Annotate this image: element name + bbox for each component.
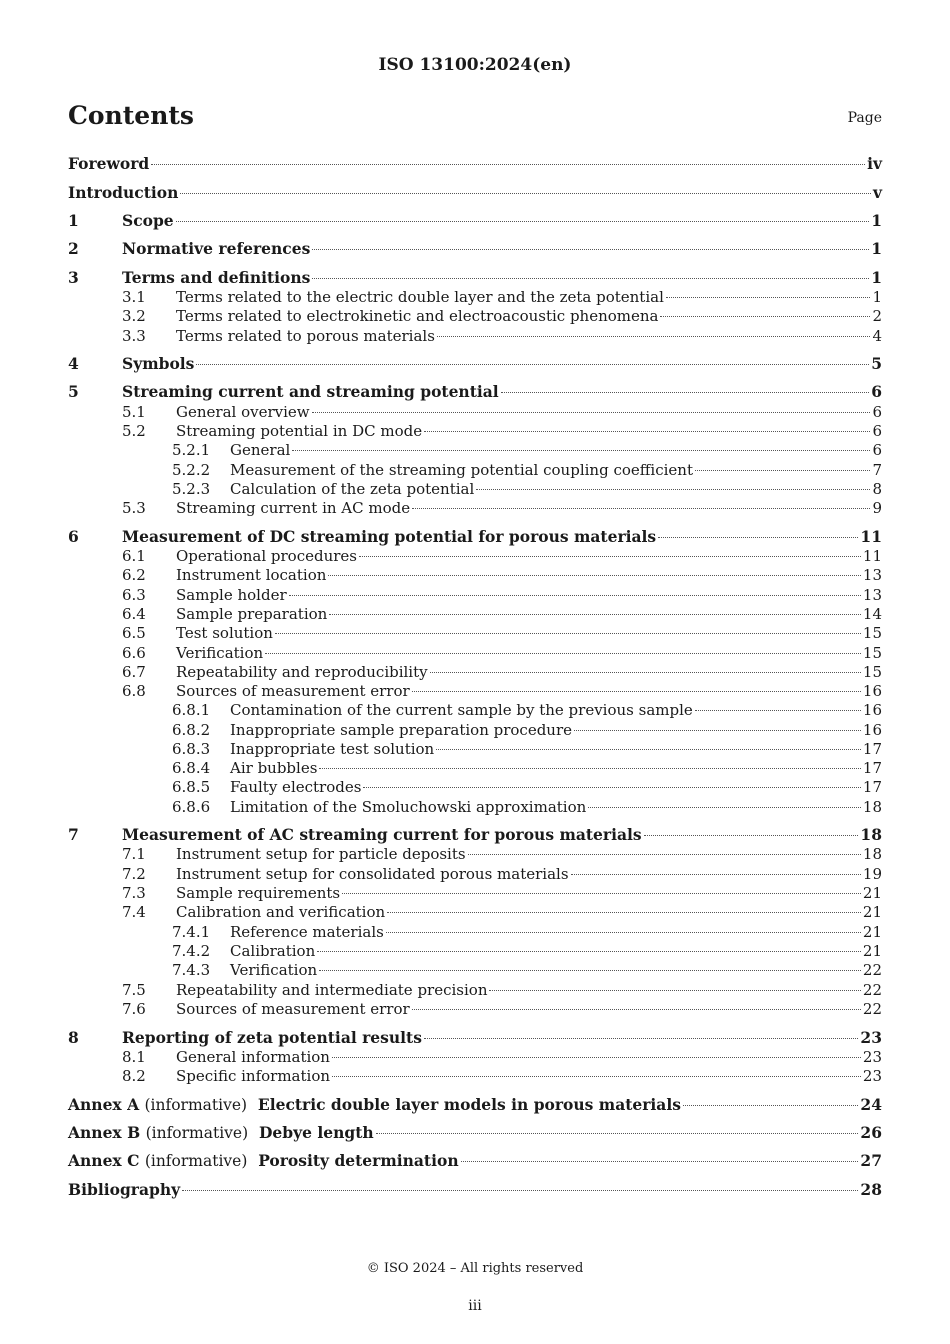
toc-entry-title: Terms related to electrokinetic and electroacoustic phenomena — [176, 307, 659, 325]
toc-entry-number: 8.1 — [122, 1048, 146, 1066]
toc-entry-page: 2 — [872, 307, 882, 325]
toc-dot-leader — [412, 1009, 861, 1010]
annex-label: Annex C — [68, 1151, 140, 1170]
toc-entry-page: 21 — [862, 884, 882, 902]
toc-entry-title: Scope — [122, 211, 174, 230]
toc-entry-page: 21 — [862, 923, 882, 941]
toc-entry-number: 7.3 — [122, 884, 146, 902]
toc-entry-page: 1 — [871, 239, 882, 258]
toc-entry[interactable] — [68, 941, 882, 961]
toc-entry-title: General — [230, 441, 291, 459]
toc-entry-title: Specific information — [176, 1067, 331, 1085]
toc-entry-title: Instrument location — [176, 566, 327, 584]
toc-dot-leader — [468, 854, 861, 855]
toc-entry-page: 13 — [862, 586, 882, 604]
toc-dot-leader — [182, 1190, 858, 1191]
toc-entry-title — [68, 1151, 459, 1171]
toc-entry-page: 26 — [860, 1123, 882, 1142]
toc-entry-number: 2 — [68, 239, 79, 258]
toc-entry-title: Measurement of the streaming potential coupling coefficient — [230, 461, 693, 479]
annex-title: Electric double layer models in porous materials — [257, 1095, 681, 1114]
toc-entry-title: Operational procedures — [176, 547, 358, 565]
toc-entry-page: 7 — [872, 461, 882, 479]
toc-entry-number: 7.1 — [122, 845, 146, 863]
annex-kind: (informative) — [144, 1096, 248, 1114]
toc-dot-leader — [376, 1133, 859, 1134]
toc-entry[interactable] — [68, 700, 882, 720]
toc-entry-title: General overview — [176, 403, 310, 421]
toc-entry[interactable] — [68, 623, 882, 643]
toc-entry-page: 28 — [860, 1180, 882, 1199]
toc-dot-leader — [588, 807, 861, 808]
toc-entry[interactable] — [68, 777, 882, 797]
toc-entry-title: Normative references — [122, 239, 311, 258]
toc-entry-title: Verification — [176, 644, 264, 662]
toc-entry-number: 6.1 — [122, 547, 146, 565]
toc-entry-title: Streaming current in AC mode — [176, 499, 411, 517]
toc-entry-page: 11 — [860, 527, 882, 546]
toc-entry-page: 18 — [862, 798, 882, 816]
toc-entry-number: 7.4.1 — [172, 923, 211, 941]
toc-dot-leader — [289, 595, 861, 596]
annex-kind: (informative) — [145, 1124, 249, 1142]
toc-entry-page: iv — [867, 154, 882, 173]
toc-entry-number: 6.8.1 — [172, 701, 211, 719]
toc-entry[interactable] — [68, 922, 882, 942]
toc-entry-number: 6.8.4 — [172, 759, 211, 777]
toc-entry-number: 7.2 — [122, 865, 146, 883]
toc-dot-leader — [644, 835, 859, 836]
toc-entry-title: Verification — [230, 961, 318, 979]
toc-entry[interactable] — [68, 354, 882, 374]
toc-entry-title: Terms and definitions — [122, 268, 311, 287]
toc-entry[interactable] — [68, 720, 882, 740]
toc-entry[interactable] — [68, 825, 882, 845]
toc-entry-page: 17 — [862, 778, 882, 796]
toc-entry[interactable] — [68, 565, 882, 585]
toc-entry-title: Introduction — [68, 183, 179, 202]
toc-dot-leader — [386, 932, 861, 933]
toc-entry-number: 6.3 — [122, 586, 146, 604]
toc-entry-title: Reference materials — [230, 923, 384, 941]
toc-entry-page: 11 — [862, 547, 882, 565]
toc-dot-leader — [312, 412, 871, 413]
toc-entry-page: 6 — [872, 441, 882, 459]
toc-dot-leader — [695, 470, 870, 471]
toc-entry-number: 5 — [68, 382, 79, 401]
toc-entry[interactable] — [68, 460, 882, 480]
toc-dot-leader — [329, 614, 861, 615]
toc-dot-leader — [461, 1161, 859, 1162]
toc-entry-title: Terms related to the electric double layer and the zeta potential — [176, 288, 664, 306]
toc-dot-leader — [489, 990, 860, 991]
toc-entry-title: Sources of measurement error — [176, 682, 410, 700]
toc-dot-leader — [332, 1057, 861, 1058]
toc-dot-leader — [658, 537, 858, 538]
toc-entry-number: 1 — [68, 211, 79, 230]
toc-entry[interactable] — [68, 960, 882, 980]
annex-title: Porosity determination — [258, 1151, 459, 1170]
toc-entry-page: 4 — [872, 327, 882, 345]
annex-label: Annex A — [68, 1095, 140, 1114]
toc-entry-page: 16 — [862, 701, 882, 719]
toc-entry-page: 23 — [862, 1048, 882, 1066]
toc-dot-leader — [683, 1105, 858, 1106]
toc-entry-page: 14 — [862, 605, 882, 623]
toc-entry-page: 9 — [872, 499, 882, 517]
toc-entry-number: 4 — [68, 354, 79, 373]
toc-entry[interactable] — [68, 546, 882, 566]
toc-entry-page: 8 — [872, 480, 882, 498]
toc-entry[interactable] — [68, 527, 882, 547]
toc-entry-number: 6.8.3 — [172, 740, 211, 758]
toc-entry[interactable] — [68, 239, 882, 259]
toc-dot-leader — [363, 787, 860, 788]
toc-entry-page: 21 — [862, 903, 882, 921]
annex-kind: (informative) — [144, 1152, 248, 1170]
toc-entry-title: Instrument setup for particle deposits — [176, 845, 466, 863]
toc-entry-title: Foreword — [68, 154, 150, 173]
toc-entry-number: 6.8.2 — [172, 721, 211, 739]
toc-entry[interactable] — [68, 864, 882, 884]
toc-dot-leader — [151, 164, 865, 165]
toc-entry[interactable] — [68, 681, 882, 701]
toc-entry-number: 6.8 — [122, 682, 146, 700]
toc-entry-title: Symbols — [122, 354, 195, 373]
toc-entry-title: Measurement of AC streaming current for porous materials — [122, 825, 642, 844]
toc-entry[interactable] — [68, 643, 882, 663]
toc-entry-number: 6.7 — [122, 663, 146, 681]
toc-dot-leader — [359, 556, 861, 557]
toc-dot-leader — [319, 768, 860, 769]
toc-entry[interactable] — [68, 604, 882, 624]
toc-dot-leader — [437, 336, 871, 337]
toc-entry-title: Calculation of the zeta potential — [230, 480, 475, 498]
annex-title: Debye length — [258, 1123, 374, 1142]
toc-entry-number: 6.4 — [122, 605, 146, 623]
toc-entry-page: 1 — [871, 268, 882, 287]
toc-entry[interactable] — [68, 883, 882, 903]
toc-entry[interactable] — [68, 999, 882, 1019]
toc-entry-page: 16 — [862, 682, 882, 700]
copyright-notice: © ISO 2024 – All rights reserved — [366, 1261, 584, 1276]
toc-dot-leader — [571, 874, 861, 875]
toc-entry-number: 7 — [68, 825, 79, 844]
toc-entry[interactable] — [68, 585, 882, 605]
toc-entry-number: 7.4.3 — [172, 961, 211, 979]
toc-entry[interactable] — [68, 479, 882, 499]
toc-entry[interactable] — [68, 440, 882, 460]
toc-entry[interactable] — [68, 183, 882, 203]
toc-entry-title — [68, 1095, 681, 1115]
document-id-header: ISO 13100:2024(en) — [378, 55, 572, 75]
toc-dot-leader — [312, 249, 869, 250]
toc-dot-leader — [501, 392, 870, 393]
toc-entry-title: Terms related to porous materials — [176, 327, 435, 345]
toc-dot-leader — [412, 691, 861, 692]
toc-dot-leader — [275, 633, 861, 634]
page-column-label: Page — [847, 110, 882, 126]
toc-entry-page: 17 — [862, 759, 882, 777]
toc-entry[interactable] — [68, 844, 882, 864]
toc-entry-title: Sample holder — [176, 586, 287, 604]
toc-entry[interactable] — [68, 306, 882, 326]
toc-entry[interactable] — [68, 421, 882, 441]
toc-entry-title: General information — [176, 1048, 330, 1066]
toc-entry[interactable] — [68, 1066, 882, 1086]
toc-dot-leader — [332, 1076, 861, 1077]
toc-entry-title: Sample requirements — [176, 884, 341, 902]
toc-entry[interactable] — [68, 1151, 882, 1171]
toc-entry-number: 6.6 — [122, 644, 146, 662]
toc-entry-number: 6.8.6 — [172, 798, 211, 816]
toc-dot-leader — [695, 710, 861, 711]
toc-entry[interactable] — [68, 980, 882, 1000]
toc-entry-title: Calibration — [230, 942, 316, 960]
toc-entry-page: 18 — [860, 825, 882, 844]
toc-entry-number: 6 — [68, 527, 79, 546]
toc-entry[interactable] — [68, 287, 882, 307]
toc-entry[interactable] — [68, 739, 882, 759]
toc-entry-page: 15 — [862, 663, 882, 681]
toc-dot-leader — [196, 364, 869, 365]
toc-dot-leader — [387, 912, 861, 913]
toc-entry-title: Faulty electrodes — [230, 778, 362, 796]
toc-entry[interactable] — [68, 1047, 882, 1067]
toc-entry[interactable] — [68, 1028, 882, 1048]
toc-entry-number: 7.4.2 — [172, 942, 211, 960]
toc-entry-number: 5.1 — [122, 403, 146, 421]
toc-entry-title: Air bubbles — [230, 759, 318, 777]
toc-dot-leader — [176, 221, 870, 222]
toc-entry-title: Sample preparation — [176, 605, 328, 623]
toc-entry-title: Inappropriate sample preparation procedure — [230, 721, 573, 739]
toc-dot-leader — [312, 278, 869, 279]
toc-entry-number: 3.2 — [122, 307, 146, 325]
toc-entry[interactable] — [68, 211, 882, 231]
toc-entry-title: Contamination of the current sample by the previous sample — [230, 701, 693, 719]
toc-entry-number: 7.4 — [122, 903, 146, 921]
toc-entry[interactable] — [68, 326, 882, 346]
toc-entry-title: Sources of measurement error — [176, 1000, 410, 1018]
toc-dot-leader — [292, 450, 870, 451]
toc-entry-title: Streaming potential in DC mode — [176, 422, 423, 440]
toc-entry-title: Calibration and verification — [176, 903, 386, 921]
toc-dot-leader — [424, 431, 870, 432]
toc-entry-title: Inappropriate test solution — [230, 740, 435, 758]
toc-entry-page: 22 — [862, 981, 882, 999]
toc-entry-page: 6 — [872, 403, 882, 421]
toc-entry-title: Streaming current and streaming potential — [122, 382, 499, 401]
contents-title: Contents — [68, 101, 195, 130]
toc-entry-number: 5.2.3 — [172, 480, 211, 498]
toc-entry-number: 3.1 — [122, 288, 146, 306]
annex-label: Annex B — [68, 1123, 141, 1142]
toc-dot-leader — [317, 951, 861, 952]
toc-entry-page: 6 — [871, 382, 882, 401]
toc-entry-page: 1 — [872, 288, 882, 306]
toc-entry[interactable] — [68, 902, 882, 922]
toc-entry-number: 3.3 — [122, 327, 146, 345]
toc-entry-page: 19 — [862, 865, 882, 883]
toc-entry-title: Test solution — [176, 624, 273, 642]
toc-entry-page: 17 — [862, 740, 882, 758]
toc-entry-page: 18 — [862, 845, 882, 863]
toc-entry-page: 23 — [860, 1028, 882, 1047]
toc-entry-number: 5.2.2 — [172, 461, 211, 479]
toc-entry-page: v — [872, 183, 882, 202]
toc-entry[interactable] — [68, 758, 882, 778]
toc-entry-number: 7.5 — [122, 981, 146, 999]
toc-entry[interactable] — [68, 498, 882, 518]
toc-entry-title — [68, 1123, 374, 1143]
toc-dot-leader — [412, 508, 870, 509]
toc-entry[interactable] — [68, 797, 882, 817]
toc-entry[interactable] — [68, 268, 882, 288]
toc-entry-page: 15 — [862, 644, 882, 662]
toc-entry[interactable] — [68, 402, 882, 422]
toc-entry-page: 24 — [860, 1095, 882, 1114]
toc-entry-title: Repeatability and reproducibility — [176, 663, 428, 681]
toc-entry[interactable] — [68, 662, 882, 682]
toc-dot-leader — [342, 893, 861, 894]
toc-entry-page: 15 — [862, 624, 882, 642]
toc-entry-page: 22 — [862, 1000, 882, 1018]
toc-entry-title: Reporting of zeta potential results — [122, 1028, 422, 1047]
toc-entry-page: 13 — [862, 566, 882, 584]
toc-dot-leader — [660, 316, 870, 317]
toc-entry-page: 16 — [862, 721, 882, 739]
toc-dot-leader — [476, 489, 870, 490]
toc-entry[interactable] — [68, 1123, 882, 1143]
toc-entry-number: 8 — [68, 1028, 79, 1047]
toc-dot-leader — [430, 672, 861, 673]
page-number: iii — [468, 1298, 482, 1314]
toc-entry[interactable] — [68, 1180, 882, 1200]
toc-entry-page: 1 — [871, 211, 882, 230]
toc-entry-number: 6.5 — [122, 624, 146, 642]
toc-entry-number: 3 — [68, 268, 79, 287]
toc-entry-page: 6 — [872, 422, 882, 440]
toc-dot-leader — [424, 1038, 858, 1039]
toc-entry-number: 7.6 — [122, 1000, 146, 1018]
toc-entry-page: 22 — [862, 961, 882, 979]
toc-entry-page: 21 — [862, 942, 882, 960]
toc-dot-leader — [180, 193, 871, 194]
toc-entry-page: 27 — [860, 1151, 882, 1170]
toc-entry-page: 23 — [862, 1067, 882, 1085]
toc-entry-title: Limitation of the Smoluchowski approximation — [230, 798, 587, 816]
toc-entry[interactable] — [68, 382, 882, 402]
toc-entry[interactable] — [68, 154, 882, 174]
toc-entry-number: 8.2 — [122, 1067, 146, 1085]
toc-entry-number: 5.2.1 — [172, 441, 211, 459]
toc-dot-leader — [436, 749, 861, 750]
toc-entry-number: 6.8.5 — [172, 778, 211, 796]
toc-dot-leader — [328, 575, 861, 576]
toc-entry-title: Repeatability and intermediate precision — [176, 981, 488, 999]
toc-entry-number: 5.2 — [122, 422, 146, 440]
toc-dot-leader — [319, 970, 861, 971]
toc-entry-page: 5 — [871, 354, 882, 373]
toc-dot-leader — [265, 653, 861, 654]
toc-entry-number: 6.2 — [122, 566, 146, 584]
toc-entry-number: 5.3 — [122, 499, 146, 517]
toc-dot-leader — [574, 730, 861, 731]
toc-entry-title: Bibliography — [68, 1180, 181, 1199]
toc-entry-title: Instrument setup for consolidated porous materials — [176, 865, 569, 883]
toc-entry-title: Measurement of DC streaming potential for porous materials — [122, 527, 657, 546]
toc-dot-leader — [666, 297, 871, 298]
toc-entry[interactable] — [68, 1095, 882, 1115]
